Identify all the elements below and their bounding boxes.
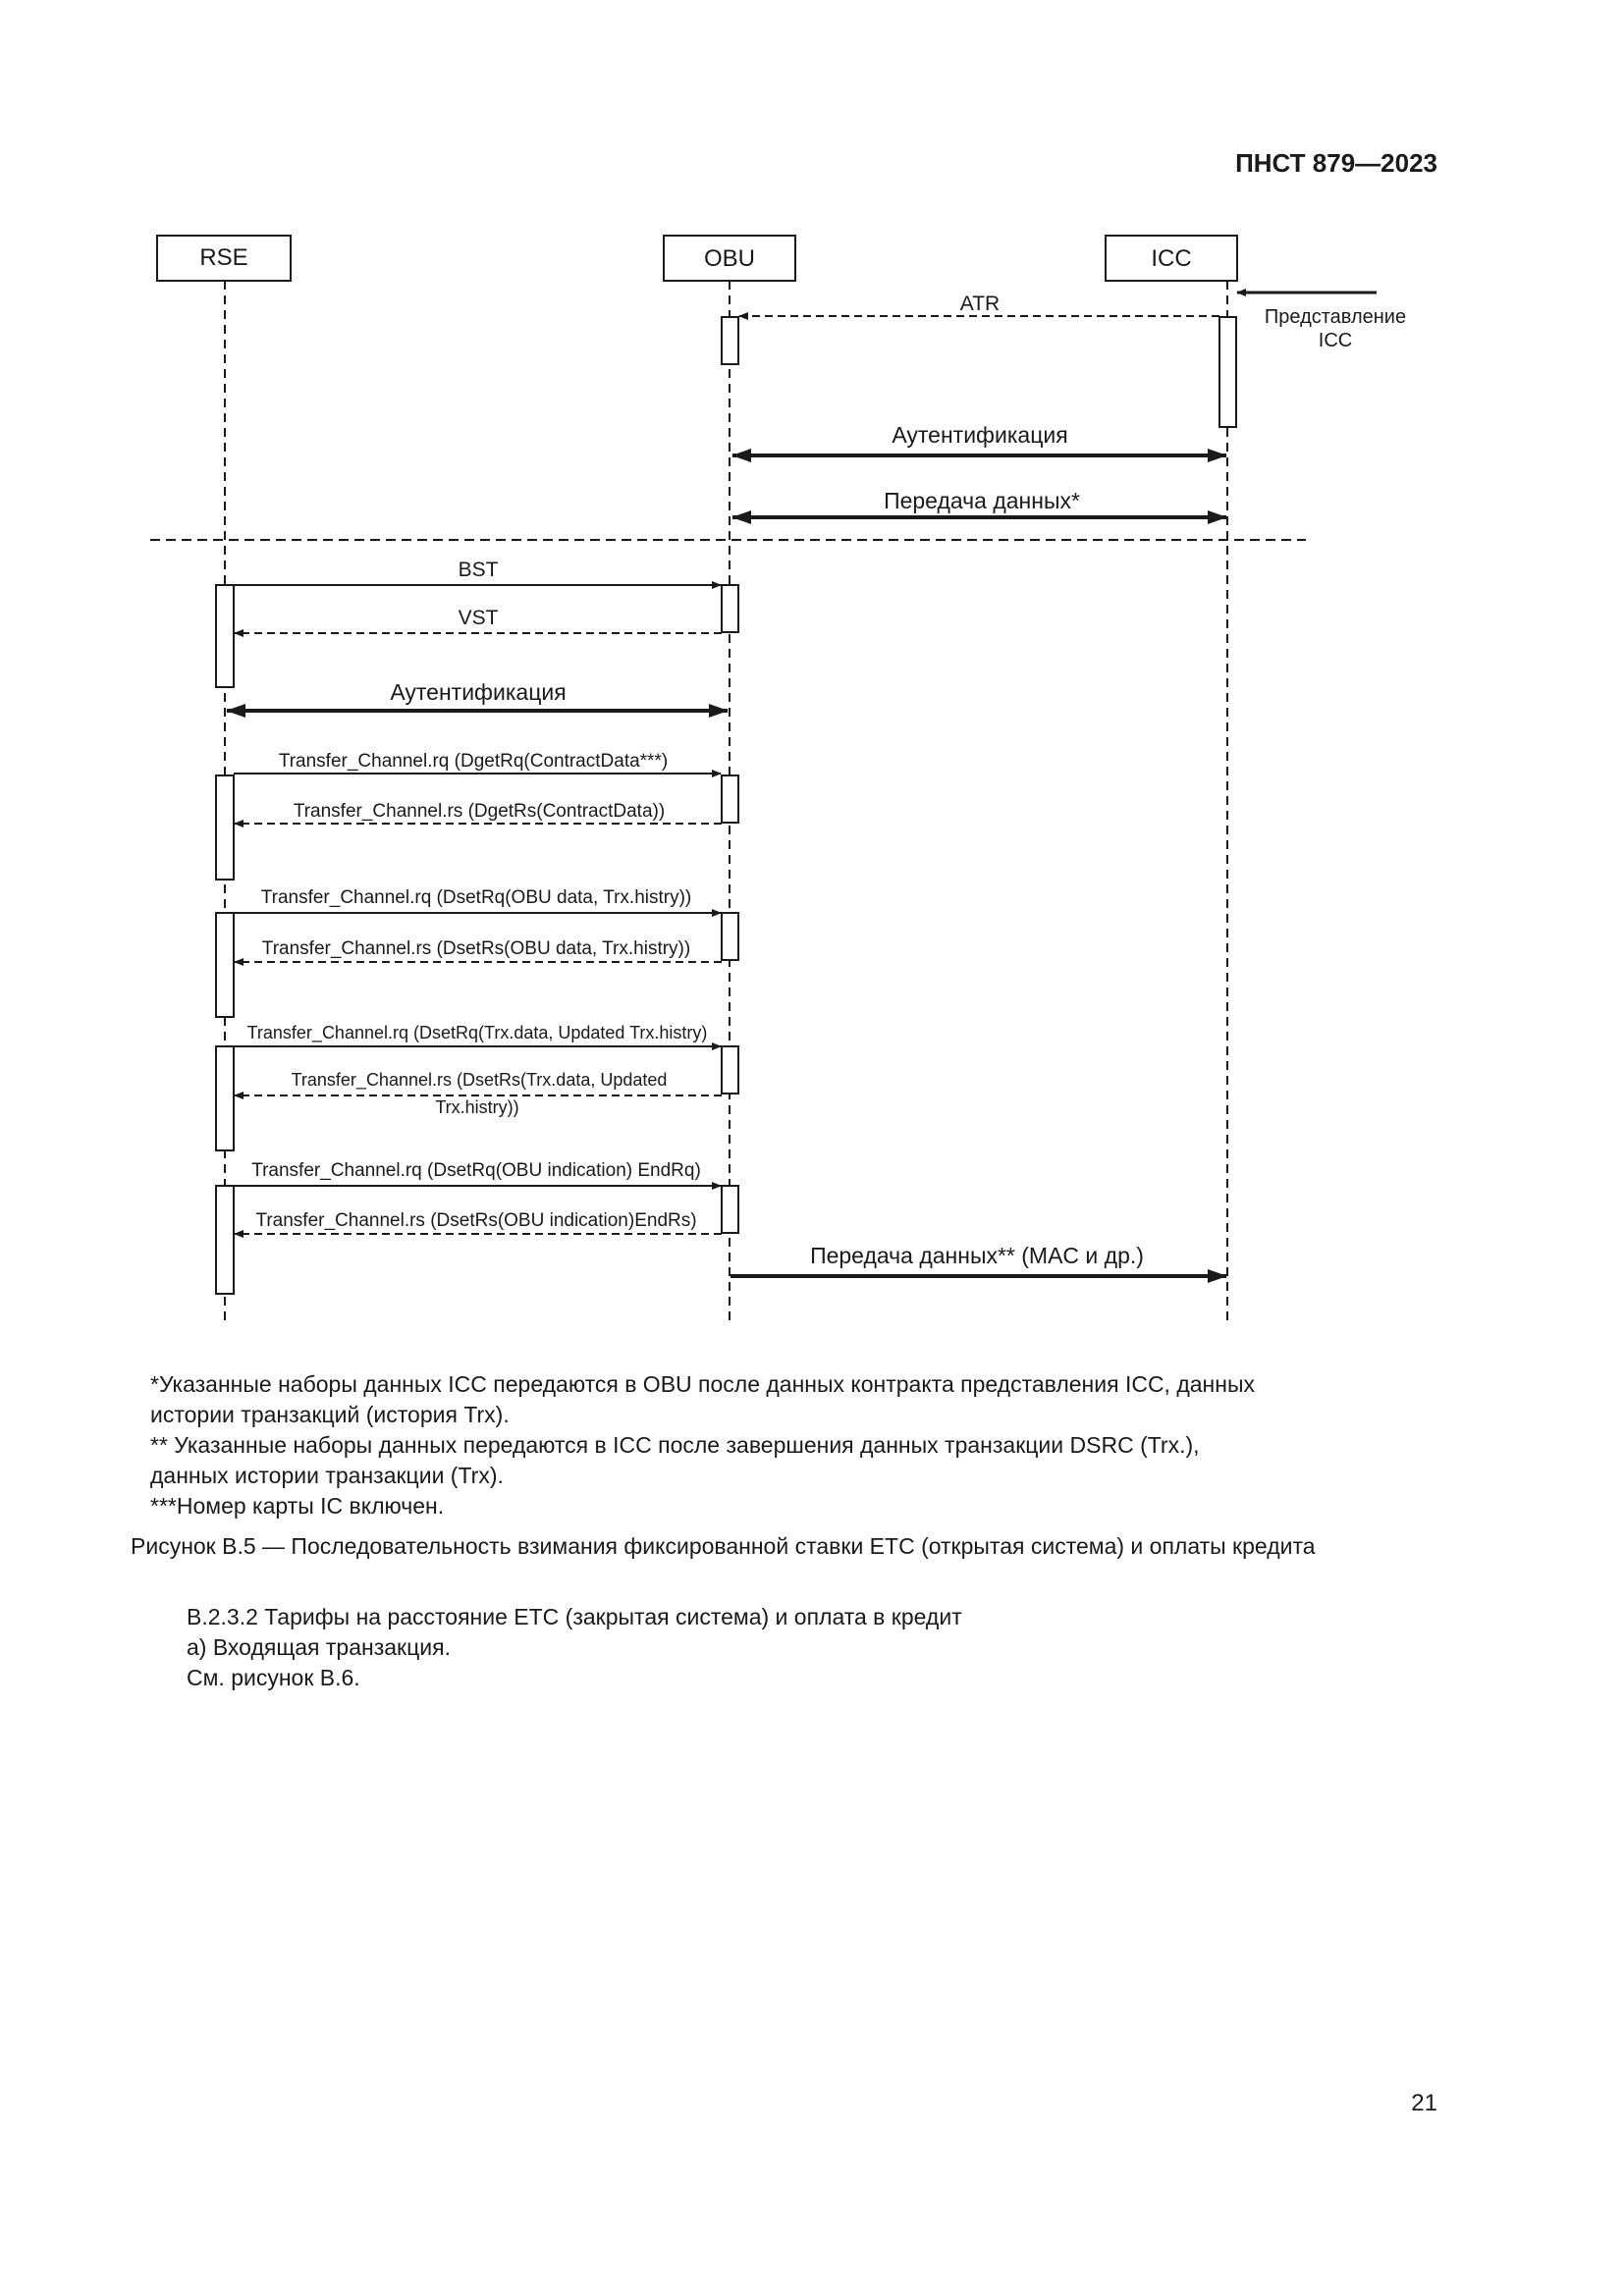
note-line: ** Указанные наборы данных передаются в ICC после завершения данных транзакции DSRC (Trx.), <box>150 1432 1200 1458</box>
note-line: *Указанные наборы данных ICC передаются в OBU после данных контракта представления ICC, данных <box>150 1371 1255 1397</box>
diagram-notes <box>150 1369 1255 1522</box>
figure-caption: Рисунок В.5 — Последовательность взимания фиксированной ставки ETC (открытая система) и оплаты кредита <box>131 1533 1316 1559</box>
msg-tc-rq-2: Transfer_Channel.rq (DsetRq(OBU data, Trx.histry)) <box>260 887 692 908</box>
section-heading: В.2.3.2 Тарифы на расстояние ETC (закрытая система) и оплата в кредит <box>187 1604 962 1629</box>
msg-tc-rs-2: Transfer_Channel.rs (DsetRs(OBU data, Trx.histry)) <box>261 938 691 959</box>
msg-tc-rs-3-line1: Transfer_Channel.rs (DsetRs(Trx.data, Updated <box>291 1070 668 1090</box>
presentation-label-line2: ICC <box>1318 330 1353 351</box>
msg-tc-rs-3-line2: Trx.histry)) <box>435 1097 519 1117</box>
lifeline-obu-label: OBU <box>703 245 756 272</box>
lifeline-icc <box>1106 236 1237 1320</box>
msg-tc-rs-1: Transfer_Channel.rs (DgetRs(ContractData)) <box>293 801 666 822</box>
lifeline-icc-label: ICC <box>1151 245 1192 272</box>
section-see-figure: См. рисунок В.6. <box>187 1665 360 1690</box>
page-number: 21 <box>1411 2090 1437 2116</box>
msg-vst: VST <box>458 607 499 629</box>
msg-data-transfer-1: Передача данных* <box>884 488 1080 513</box>
document-id: ПНСТ 879—2023 <box>1235 148 1437 178</box>
section-text <box>187 1602 962 1693</box>
msg-auth-obu-icc: Аутентификация <box>892 422 1068 448</box>
msg-tc-rq-3: Transfer_Channel.rq (DsetRq(Trx.data, Updated Trx.histry) <box>246 1023 708 1042</box>
presentation-label-line1: Представление <box>1264 306 1407 328</box>
msg-data-transfer-2: Передача данных** (MAC и др.) <box>810 1243 1144 1268</box>
lifeline-rse-label: RSE <box>199 244 248 271</box>
msg-bst: BST <box>458 559 499 581</box>
section-item-a: а) Входящая транзакция. <box>187 1634 451 1660</box>
msg-atr: ATR <box>959 293 1001 315</box>
msg-tc-rq-4: Transfer_Channel.rq (DsetRq(OBU indication) EndRq) <box>251 1160 701 1181</box>
msg-tc-rs-4: Transfer_Channel.rs (DsetRs(OBU indication)EndRs) <box>255 1210 697 1231</box>
msg-auth-rse-obu: Аутентификация <box>390 679 567 705</box>
note-line: ***Номер карты IC включен. <box>150 1493 445 1519</box>
note-line: данных истории транзакции (Trx). <box>150 1463 504 1488</box>
msg-tc-rq-1: Transfer_Channel.rq (DgetRq(ContractData***) <box>278 751 669 772</box>
note-line: истории транзакций (история Trx). <box>150 1402 510 1427</box>
